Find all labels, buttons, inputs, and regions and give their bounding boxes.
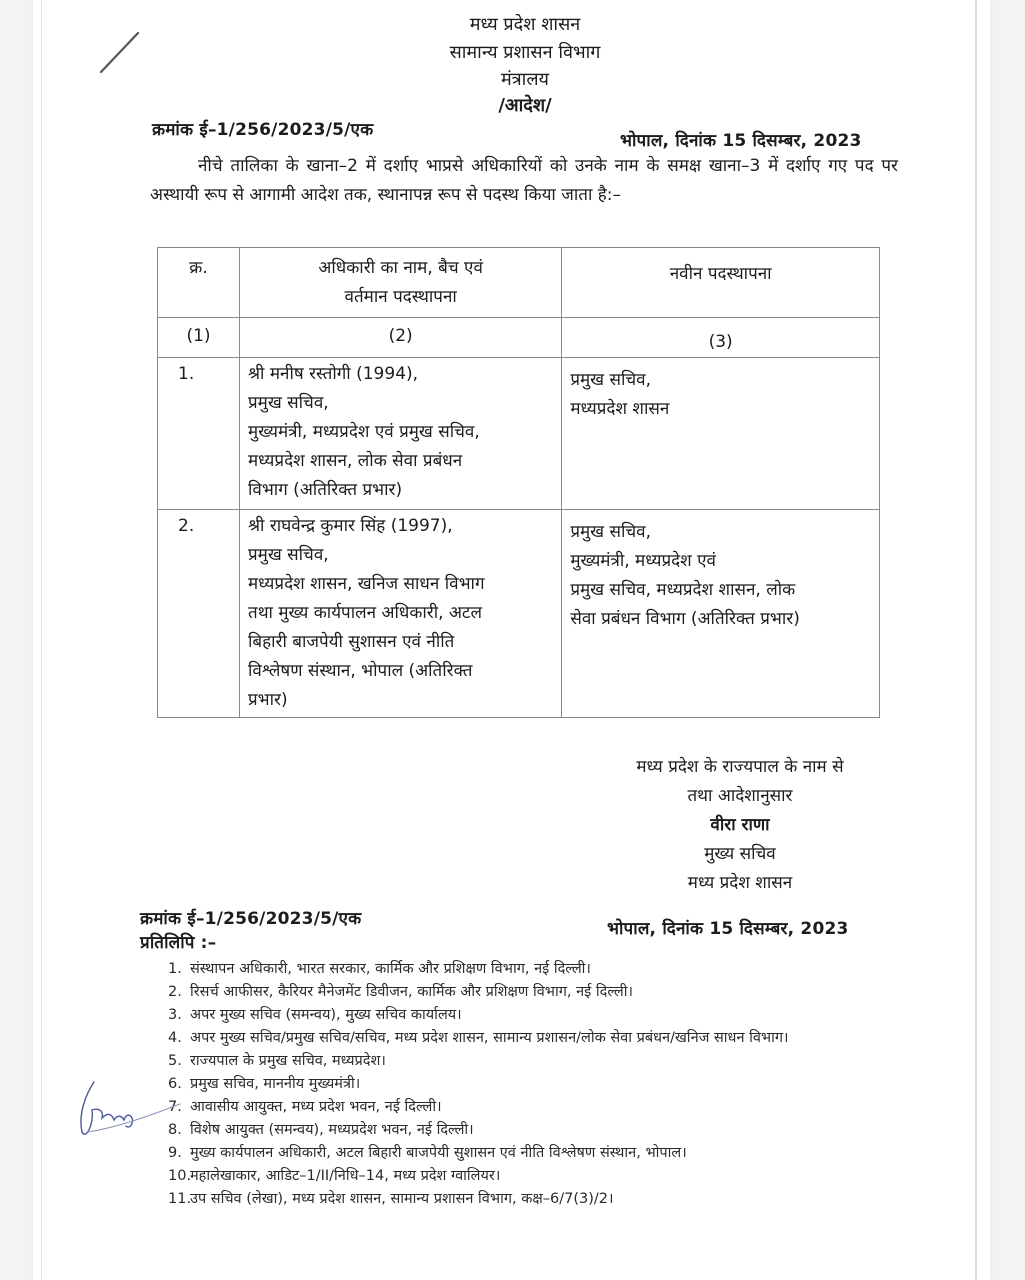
list-item-text: संस्थापन अधिकारी, भारत सरकार, कार्मिक और प्रशिक्षण विभाग, नई दिल्ली। (190, 961, 591, 977)
list-item-text: राज्यपाल के प्रमुख सचिव, मध्यप्रदेश। (190, 1053, 386, 1069)
header-department: सामान्य प्रशासन विभाग (449, 42, 601, 63)
new-line: प्रमुख सचिव, (570, 522, 652, 542)
copy-place-date: भोपाल, दिनांक 15 दिसम्बर, 2023 (607, 919, 849, 939)
header-new-posting: नवीन पदस्थापना (562, 248, 880, 318)
list-item (168, 958, 888, 981)
list-item-number: 9. (168, 1145, 182, 1161)
copy-label: प्रतिलिपि :– (140, 933, 217, 953)
table-header-row (158, 248, 880, 318)
colnum-1: (1) (158, 318, 240, 358)
header-officer-line1: अधिकारी का नाम, बैच एवं (318, 258, 483, 278)
current-line: प्रभार) (248, 690, 288, 710)
header-government: मध्य प्रदेश शासन (469, 14, 581, 35)
new-line: सेवा प्रबंधन विभाग (अतिरिक्त प्रभार) (570, 609, 800, 629)
pen-stroke-mark (98, 30, 142, 75)
current-line: बिहारी बाजपेयी सुशासन एवं नीति (248, 632, 455, 652)
list-item (168, 1142, 888, 1165)
colnum-3: (3) (562, 318, 880, 358)
handwritten-signature (64, 1074, 184, 1144)
header-order-title: /आदेश/ (498, 95, 552, 116)
row-current-posting (240, 510, 562, 718)
current-line: प्रमुख सचिव, (248, 545, 329, 565)
list-item (168, 1119, 888, 1142)
list-item-text: महालेखाकार, आडिट–1/II/निधि–14, मध्य प्रदेश ग्वालियर। (190, 1168, 501, 1184)
header-officer (240, 248, 562, 318)
order-body-text: नीचे तालिका के खाना–2 में दर्शाए भाप्रसे अधिकारियों को उनके नाम के समक्ष खाना–3 में दर्शाए गए पद पर अस्थायी रूप से आगामी आदेश तक, स्थानापन्न रूप से पदस्थ किया जाता है:– (150, 156, 898, 205)
posting-table (157, 247, 880, 718)
list-item (168, 981, 888, 1004)
list-item (168, 1027, 888, 1050)
list-item-number: 2. (168, 984, 182, 1000)
current-line: मुख्यमंत्री, मध्यप्रदेश एवं प्रमुख सचिव, (248, 422, 480, 442)
header-officer-line2: वर्तमान पदस्थापना (344, 287, 457, 307)
officer-name: श्री राघवेन्द्र कुमार सिंह (1997), (248, 516, 453, 536)
signature-authority-line2: तथा आदेशानुसार (687, 786, 793, 806)
list-item-number: 4. (168, 1030, 182, 1046)
table-row (158, 358, 880, 510)
list-item (168, 1004, 888, 1027)
current-line: विभाग (अतिरिक्त प्रभार) (248, 480, 403, 500)
list-item-text: उप सचिव (लेखा), मध्य प्रदेश शासन, सामान्य प्रशासन विभाग, कक्ष–6/7(3)/2। (190, 1191, 614, 1207)
new-line: प्रमुख सचिव, मध्यप्रदेश शासन, लोक (570, 580, 796, 600)
list-item (168, 1050, 888, 1073)
list-item (168, 1096, 888, 1119)
list-item-text: रिसर्च आफीसर, कैरियर मैनेजमेंट डिवीजन, कार्मिक और प्रशिक्षण विभाग, नई दिल्ली। (190, 984, 633, 1000)
new-line: मुख्यमंत्री, मध्यप्रदेश एवं (570, 551, 716, 571)
list-item-text: अपर मुख्य सचिव/प्रमुख सचिव/सचिव, मध्य प्रदेश शासन, सामान्य प्रशासन/लोक सेवा प्रबंधन/खनिज साधन विभाग। (190, 1030, 789, 1046)
table-row (158, 510, 880, 718)
signatory-designation: मुख्य सचिव (704, 844, 776, 864)
new-line: मध्यप्रदेश शासन (570, 399, 670, 419)
list-item-number: 3. (168, 1007, 182, 1023)
list-item (168, 1165, 888, 1188)
list-item-number: 1. (168, 961, 182, 977)
header-ministry: मंत्रालय (500, 69, 549, 90)
list-item (168, 1188, 888, 1211)
list-item-number: 6. (168, 1076, 182, 1092)
list-item-text: प्रमुख सचिव, माननीय मुख्यमंत्री। (190, 1076, 361, 1092)
current-line: मध्यप्रदेश शासन, लोक सेवा प्रबंधन (248, 451, 463, 471)
signature-authority-line1: मध्य प्रदेश के राज्यपाल के नाम से (636, 757, 844, 777)
signatory-office: मध्य प्रदेश शासन (687, 873, 793, 893)
current-line: मध्यप्रदेश शासन, खनिज साधन विभाग (248, 574, 485, 594)
row-new-posting (562, 358, 880, 510)
officer-name: श्री मनीष रस्तोगी (1994), (248, 364, 419, 384)
colnum-2: (2) (240, 318, 562, 358)
list-item-text: मुख्य कार्यपालन अधिकारी, अटल बिहारी बाजपेयी सुशासन एवं नीति विश्लेषण संस्थान, भोपाल। (190, 1145, 687, 1161)
current-line: प्रमुख सचिव, (248, 393, 329, 413)
signature-block (580, 753, 900, 898)
list-item-number: 7. (168, 1099, 182, 1115)
new-line: प्रमुख सचिव, (570, 370, 652, 390)
order-body-paragraph (150, 152, 898, 210)
row-serial: 2. (158, 510, 240, 718)
list-item-number: 11. (168, 1191, 192, 1207)
list-item-number: 10. (168, 1168, 192, 1184)
row-current-posting (240, 358, 562, 510)
page-fold-line-right (975, 0, 977, 1280)
table-colnum-row (158, 318, 880, 358)
header-serial: क्र. (158, 248, 240, 318)
list-item-text: विशेष आयुक्त (समन्वय), मध्यप्रदेश भवन, नई दिल्ली। (190, 1122, 474, 1138)
list-item (168, 1073, 888, 1096)
list-item-number: 8. (168, 1122, 182, 1138)
page-fold-line (41, 0, 42, 1280)
order-number: क्रमांक ई–1/256/2023/5/एक (152, 120, 374, 140)
copy-recipient-list (168, 958, 888, 1211)
order-place-date: भोपाल, दिनांक 15 दिसम्बर, 2023 (620, 131, 862, 151)
copy-order-number: क्रमांक ई–1/256/2023/5/एक (140, 909, 362, 929)
row-serial: 1. (158, 358, 240, 510)
list-item-text: आवासीय आयुक्त, मध्य प्रदेश भवन, नई दिल्ली। (190, 1099, 442, 1115)
current-line: विश्लेषण संस्थान, भोपाल (अतिरिक्त (248, 661, 473, 681)
signatory-name: वीरा राणा (710, 815, 770, 835)
list-item-text: अपर मुख्य सचिव (समन्वय), मुख्य सचिव कार्यालय। (190, 1007, 462, 1023)
list-item-number: 5. (168, 1053, 182, 1069)
row-new-posting (562, 510, 880, 718)
current-line: तथा मुख्य कार्यपालन अधिकारी, अटल (248, 603, 483, 623)
